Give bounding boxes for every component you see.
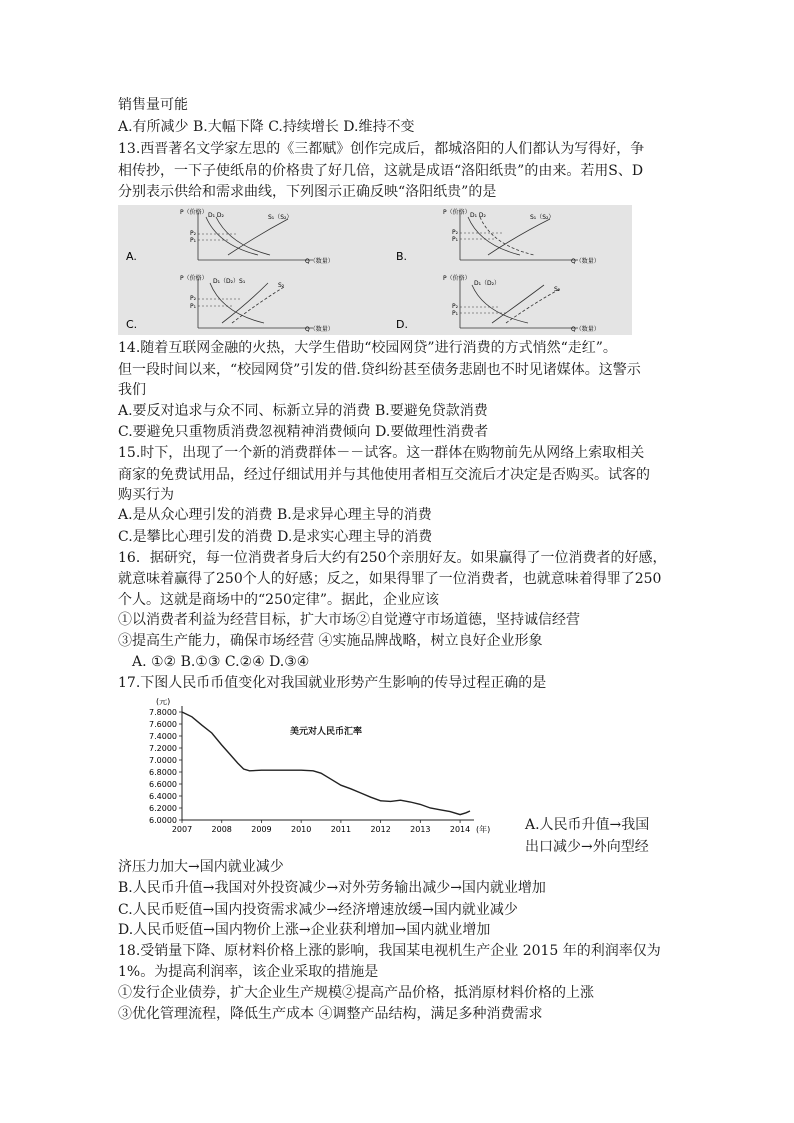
- x-tick-label: 2014: [449, 825, 471, 834]
- q16-statements-2: ③提高生产能力，确保市场经营 ④实施品牌战略，树立良好企业形象: [118, 633, 543, 649]
- panel-a: [126, 208, 334, 265]
- panel-b-q-axis: Q（数量）: [571, 258, 600, 265]
- y-tick-label: 6.0000: [149, 816, 177, 825]
- x-tick-label: 2008: [211, 825, 232, 834]
- panel-a-p1: P₁: [190, 237, 197, 244]
- exchange-rate-svg: [140, 698, 520, 838]
- x-tick-label: 2013: [410, 825, 431, 834]
- q12-stem-tail: 销售量可能: [118, 97, 188, 113]
- panel-b: [396, 208, 600, 265]
- panel-d-d-label: D₁（D₂）: [474, 280, 501, 287]
- q18-stem-line-1: 18.受销量下降、原材料价格上涨的影响，我国某电视机生产企业 2015 年的利润率仅为: [118, 943, 661, 959]
- q16-stem-line-2: 就意味着赢得了250个人的好感；反之，如果得罪了一位消费者，也就意味着得罪了250: [118, 571, 662, 587]
- x-tick-label: 2010: [290, 825, 312, 834]
- q17-option-b: B.人民币升值→我国对外投资减少→对外劳务输出减少→国内就业增加: [118, 880, 546, 896]
- panel-d-letter: D.: [396, 318, 408, 331]
- y-tick-label: 7.4000: [149, 732, 177, 741]
- q18-statements-2: ③优化管理流程，降低生产成本 ④调整产品结构，满足多种消费需求: [118, 1006, 543, 1022]
- panel-b-p1: P₁: [452, 236, 459, 243]
- q15-options-cd: C.是攀比心理引发的消费 D.是求实心理主导的消费: [118, 529, 433, 545]
- x-tick-label: 2012: [370, 825, 391, 834]
- panel-a-d-label: D₁ D₂: [208, 212, 224, 219]
- x-axis-unit: (年): [476, 825, 491, 834]
- q17-option-d: D.人民币贬值→国内物价上涨→企业获利增加→国内就业增加: [118, 922, 491, 938]
- q16-options: A. ①② B.①③ C.②④ D.③④: [132, 654, 310, 670]
- panel-c-d-label: D₁（D₂）S₁: [213, 278, 246, 285]
- panel-b-d-label: D₁ D₂: [470, 212, 486, 219]
- panel-c: [126, 274, 334, 333]
- q14-options-ab: A.要反对追求与众不同、标新立异的消费 B.要避免贷款消费: [118, 403, 488, 419]
- y-tick-label: 6.4000: [149, 792, 177, 801]
- q17-stem: 17.下图人民币币值变化对我国就业形势产生影响的传导过程正确的是: [118, 675, 547, 691]
- x-tick-label: 2007: [171, 825, 193, 834]
- q14-stem-line-3: 我们: [118, 382, 146, 398]
- q17-option-a-line-2: 出口减少→外向型经: [525, 839, 649, 855]
- panel-c-q-axis: Q（数量）: [305, 326, 334, 333]
- panel-a-p2: P₂: [190, 230, 197, 237]
- panel-b-letter: B.: [396, 250, 408, 263]
- panel-a-p-axis: P（价格）: [180, 209, 208, 216]
- panel-c-p1: P₁: [190, 303, 197, 310]
- q13-graph-panels: [118, 205, 632, 335]
- panel-a-q-axis: Q（数量）: [305, 258, 334, 265]
- x-tick-label: 2009: [251, 825, 272, 834]
- q14-options-cd: C.要避免只重物质消费忽视精神消费倾向 D.要做理性消费者: [118, 424, 489, 440]
- y-tick-label: 7.2000: [149, 744, 177, 753]
- panel-a-letter: A.: [126, 250, 137, 263]
- q18-stem-line-2: 1%。为提高利润率，该企业采取的措施是: [118, 964, 379, 980]
- q15-options-ab: A.是从众心理引发的消费 B.是求异心理主导的消费: [118, 507, 432, 523]
- panel-c-p2: P₂: [190, 295, 197, 302]
- panel-d-p-axis: P（价格）: [443, 275, 471, 282]
- q16-stem-line-1: 16．据研究，每一位消费者身后大约有250个亲朋好友。如果赢得了一位消费者的好感，: [118, 550, 667, 566]
- q16-stem-line-3: 个人。这就是商场中的“250定律”。据此，企业应该: [118, 592, 440, 608]
- q14-stem-line-1: 14.随着互联网金融的火热，大学生借助“校园网贷”进行消费的方式悄然“走红”。: [118, 340, 617, 356]
- q15-stem-line-2: 商家的免费试用品，经过仔细试用并与其他使用者相互交流后才决定是否购买。试客的: [118, 467, 650, 483]
- panel-d-s-label: S₂: [554, 286, 561, 293]
- q15-stem-line-3: 购买行为: [118, 487, 174, 503]
- q17-option-a-line-1: A.人民币升值→我国: [525, 817, 650, 833]
- y-tick-label: 7.8000: [149, 708, 177, 717]
- panel-b-p2: P₂: [452, 229, 459, 236]
- y-axis-unit: (元): [156, 698, 171, 706]
- panel-d: [396, 274, 600, 333]
- exchange-rate-chart: [140, 698, 520, 838]
- panel-c-letter: C.: [126, 318, 138, 331]
- y-tick-label: 6.6000: [149, 780, 177, 789]
- q12-options: A.有所减少 B.大幅下降 C.持续增长 D.维持不变: [118, 119, 415, 135]
- y-tick-label: 6.2000: [149, 804, 177, 813]
- y-tick-label: 7.0000: [149, 756, 177, 765]
- panel-c-s-label: S₂: [278, 282, 285, 289]
- panel-b-s-label: S₁（S₂）: [530, 214, 555, 221]
- q13-panels-svg: [118, 205, 632, 335]
- q14-stem-line-2: 但一段时间以来，“校园网贷”引发的借.贷纠纷甚至债务悲剧也不时见诸媒体。这警示: [118, 362, 641, 378]
- q13-stem-line-2: 相传抄，一下子使纸帛的价格贵了好几倍，这就是成语“洛阳纸贵”的由来。若用S、D: [118, 163, 644, 179]
- q18-statements-1: ①发行企业债券，扩大企业生产规模②提高产品价格，抵消原材料价格的上涨: [118, 985, 594, 1001]
- panel-c-p-axis: P（价格）: [180, 275, 208, 282]
- x-tick-label: 2011: [330, 825, 352, 834]
- panel-d-p2: P₂: [452, 303, 459, 310]
- q13-stem-line-1: 13.西晋著名文学家左思的《三都赋》创作完成后，都城洛阳的人们都认为写得好，争: [118, 141, 645, 157]
- chart-title: 美元对人民币汇率: [290, 727, 363, 737]
- q15-stem-line-1: 15.时下，出现了一个新的消费群体－－试客。这一群体在购物前先从网络上索取相关: [118, 445, 645, 461]
- y-tick-label: 6.8000: [149, 768, 177, 777]
- y-tick-label: 7.6000: [149, 720, 177, 729]
- panel-a-s-label: S₁（S₂）: [268, 214, 293, 221]
- q16-statements-1: ①以消费者利益为经营目标，扩大市场②自觉遵守市场道德，坚持诚信经营: [118, 612, 580, 628]
- q17-option-a-line-3: 济压力加大→国内就业减少: [118, 859, 284, 875]
- panel-d-p1: P₁: [452, 310, 459, 317]
- panel-d-q-axis: Q（数量）: [571, 326, 600, 333]
- panel-b-p-axis: P（价格）: [443, 209, 471, 216]
- q13-stem-line-3: 分别表示供给和需求曲线，下列图示正确反映“洛阳纸贵”的是: [118, 184, 497, 200]
- q17-option-c: C.人民币贬值→国内投资需求减少→经济增速放缓→国内就业减少: [118, 902, 518, 918]
